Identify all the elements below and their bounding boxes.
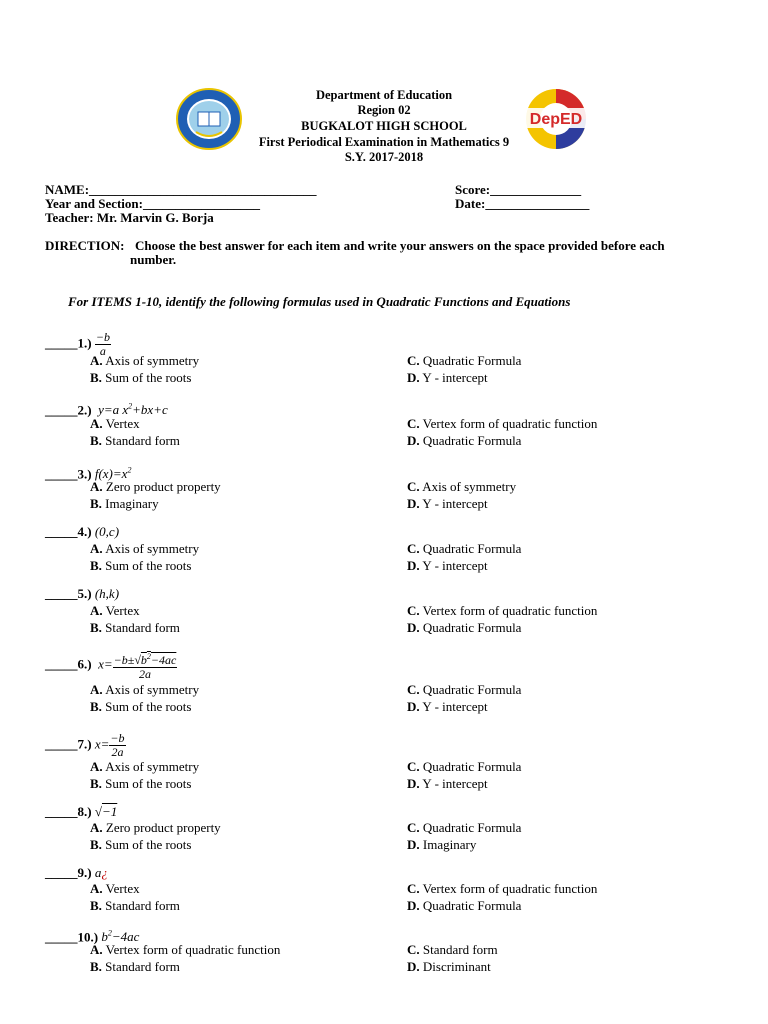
answer-blank: _____9.): [45, 865, 92, 880]
formula-quadratic-formula: x=: [94, 656, 113, 672]
header-exam: First Periodical Examination in Mathematics 9: [258, 135, 510, 149]
answer-blank: _____3.): [45, 466, 92, 482]
item-3-option-b: B. Imaginary: [90, 496, 159, 511]
item-7-question: _____7.) x= $\frac{-b}{2a}$: [45, 731, 125, 759]
item-5-question: [45, 585, 119, 602]
answer-blank: _____7.): [45, 736, 92, 752]
formula-axis: x=: [94, 736, 110, 752]
item-8-question: [45, 803, 117, 820]
formula-a-glyph: a¿: [94, 865, 108, 880]
item-6-option-a: A. Axis of symmetry: [90, 682, 200, 697]
formula-standard-form: y=a $x^2+bx+c$: [94, 402, 168, 418]
item-4-question: [45, 523, 119, 540]
item-7-option-c: C. Quadratic Formula: [407, 759, 522, 774]
item-7-option-a: A. Axis of symmetry: [90, 759, 200, 774]
direction-text-cont: number.: [130, 252, 177, 267]
item-2-option-c: C. Vertex form of quadratic function: [407, 416, 598, 431]
svg-text:DepED: DepED: [529, 111, 583, 128]
header-school-year: S.Y. 2017-2018: [344, 150, 424, 164]
answer-blank: _____4.): [45, 524, 92, 539]
answer-blank: _____8.): [45, 804, 92, 819]
item-9-option-b: B. Standard form: [90, 898, 180, 913]
item-1-option-b: B. Sum of the roots: [90, 370, 192, 385]
formula-f-of-x: $f(x)=x^2$: [94, 466, 132, 482]
item-6-option-c: C. Quadratic Formula: [407, 682, 522, 697]
items-instruction: For ITEMS 1-10, identify the following formulas used in Quadratic Functions and Equations: [68, 294, 571, 309]
item-3-option-c: C. Axis of symmetry: [407, 479, 517, 494]
item-2-option-b: B. Standard form: [90, 433, 180, 448]
score-field: Score:______________: [455, 182, 582, 197]
answer-blank: _____1.): [45, 335, 92, 351]
item-8-option-c: C. Quadratic Formula: [407, 820, 522, 835]
item-10-option-d: D. Discriminant: [407, 959, 491, 974]
header-department: Department of Education: [315, 88, 453, 102]
direction-label: DIRECTION:: [45, 238, 125, 253]
item-9-option-a: A. Vertex: [90, 881, 140, 896]
item-4-option-b: B. Sum of the roots: [90, 558, 192, 573]
item-5-option-c: C. Vertex form of quadratic function: [407, 603, 598, 618]
answer-blank: _____5.): [45, 586, 92, 601]
header-region: Region 02: [357, 103, 411, 117]
item-2-option-d: D. Quadratic Formula: [407, 433, 522, 448]
item-5-option-a: A. Vertex: [90, 603, 140, 618]
answer-blank: _____10.): [45, 929, 99, 945]
item-9-option-c: C. Vertex form of quadratic function: [407, 881, 598, 896]
item-1-option-d: D. Y - intercept: [407, 370, 488, 385]
item-9-option-d: D. Quadratic Formula: [407, 898, 522, 913]
item-6-option-d: D. Y - intercept: [407, 699, 488, 714]
formula-h-k: (h,k): [94, 586, 120, 601]
item-8-option-b: B. Sum of the roots: [90, 837, 192, 852]
item-4-option-a: A. Axis of symmetry: [90, 541, 200, 556]
teacher-field: Teacher: Mr. Marvin G. Borja: [45, 210, 214, 225]
name-field: NAME:___________________________________: [45, 182, 317, 197]
item-3-option-a: A. Zero product property: [90, 479, 221, 494]
item-9-question: [45, 864, 108, 881]
year-section-field: Year and Section:__________________: [45, 196, 260, 211]
answer-blank: _____2.): [45, 402, 92, 418]
item-7-option-b: B. Sum of the roots: [90, 776, 192, 791]
formula-sqrt-neg-one: √−1: [94, 804, 118, 819]
item-8-option-d: D. Imaginary: [407, 837, 477, 852]
item-8-option-a: A. Zero product property: [90, 820, 221, 835]
item-6-option-b: B. Sum of the roots: [90, 699, 192, 714]
item-6-question: _____6.) x= $\frac{-b\pm√b^2-4ac}{2a}$: [45, 652, 177, 681]
item-10-option-a: A. Vertex form of quadratic function: [90, 942, 281, 957]
item-5-option-b: B. Standard form: [90, 620, 180, 635]
direction-text: Choose the best answer for each item and write your answers on the space provided before each: [135, 238, 665, 253]
item-1-option-a: A. Axis of symmetry: [90, 353, 200, 368]
item-4-option-c: C. Quadratic Formula: [407, 541, 522, 556]
item-4-option-d: D. Y - intercept: [407, 558, 488, 573]
formula-0-c: (0,c): [94, 524, 120, 539]
item-10-option-c: C. Standard form: [407, 942, 498, 957]
formula-discriminant: $b^2-4ac$: [101, 929, 140, 945]
formula-neg-b-over-a: $\frac{-b}{a}$: [95, 330, 110, 358]
date-field: Date:________________: [455, 196, 590, 211]
header-school: BUGKALOT HIGH SCHOOL: [301, 119, 467, 133]
item-1-option-c: C. Quadratic Formula: [407, 353, 522, 368]
item-5-option-d: D. Quadratic Formula: [407, 620, 522, 635]
item-7-option-d: D. Y - intercept: [407, 776, 488, 791]
item-3-option-d: D. Y - intercept: [407, 496, 488, 511]
item-10-option-b: B. Standard form: [90, 959, 180, 974]
item-2-option-a: A. Vertex: [90, 416, 140, 431]
answer-blank: _____6.): [45, 656, 92, 672]
